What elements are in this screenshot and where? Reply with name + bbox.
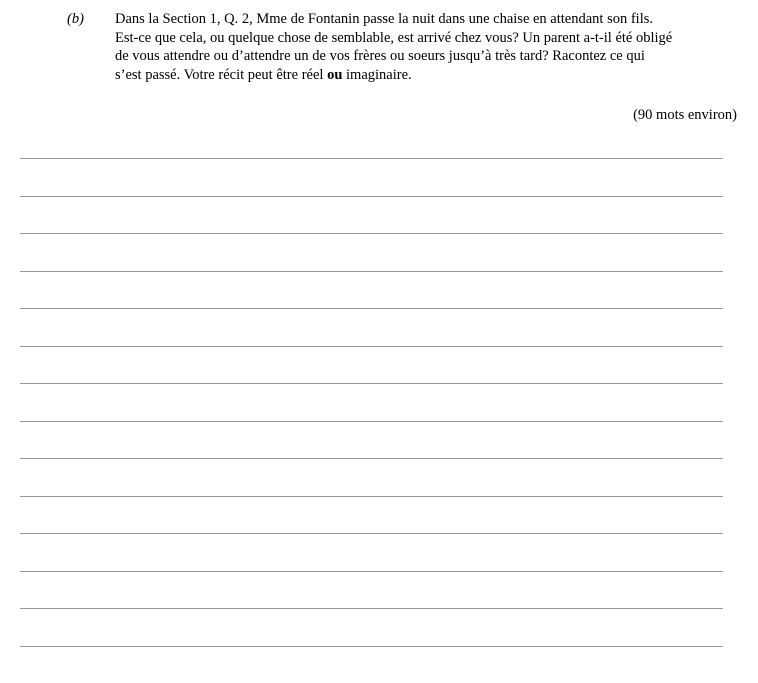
answer-lines[interactable] (20, 158, 723, 683)
question-line-part: imaginaire. (342, 66, 412, 83)
answer-line[interactable] (20, 346, 723, 347)
answer-line[interactable] (20, 158, 723, 159)
emphasis-ou: ou (327, 66, 343, 83)
answer-line[interactable] (20, 571, 723, 572)
question-line: Dans la Section 1, Q. 2, Mme de Fontanin passe la nuit dans une chaise en attendant son fils. (115, 11, 654, 27)
answer-line[interactable] (20, 458, 723, 459)
answer-line[interactable] (20, 196, 723, 197)
answer-line[interactable] (20, 646, 723, 647)
question-text (115, 10, 745, 84)
answer-line[interactable] (20, 533, 723, 534)
question-line: Est-ce que cela, ou quelque chose de semblable, est arrivé chez vous? Un parent a-t-il été obligé (115, 29, 673, 46)
question-line: de vous attendre ou d’attendre un de vos frères ou soeurs jusqu’à très tard? Racontez ce qui (115, 48, 645, 64)
answer-line[interactable] (20, 271, 723, 272)
question-line-part: s’est passé. Votre récit peut être réel (115, 66, 328, 83)
word-count-hint: (90 mots environ) (633, 107, 737, 123)
question-line-last (115, 66, 745, 85)
answer-line[interactable] (20, 383, 723, 384)
answer-line[interactable] (20, 421, 723, 422)
answer-line[interactable] (20, 608, 723, 609)
answer-line[interactable] (20, 308, 723, 309)
question-label: (b) (67, 11, 84, 27)
answer-line[interactable] (20, 233, 723, 234)
answer-line[interactable] (20, 496, 723, 497)
